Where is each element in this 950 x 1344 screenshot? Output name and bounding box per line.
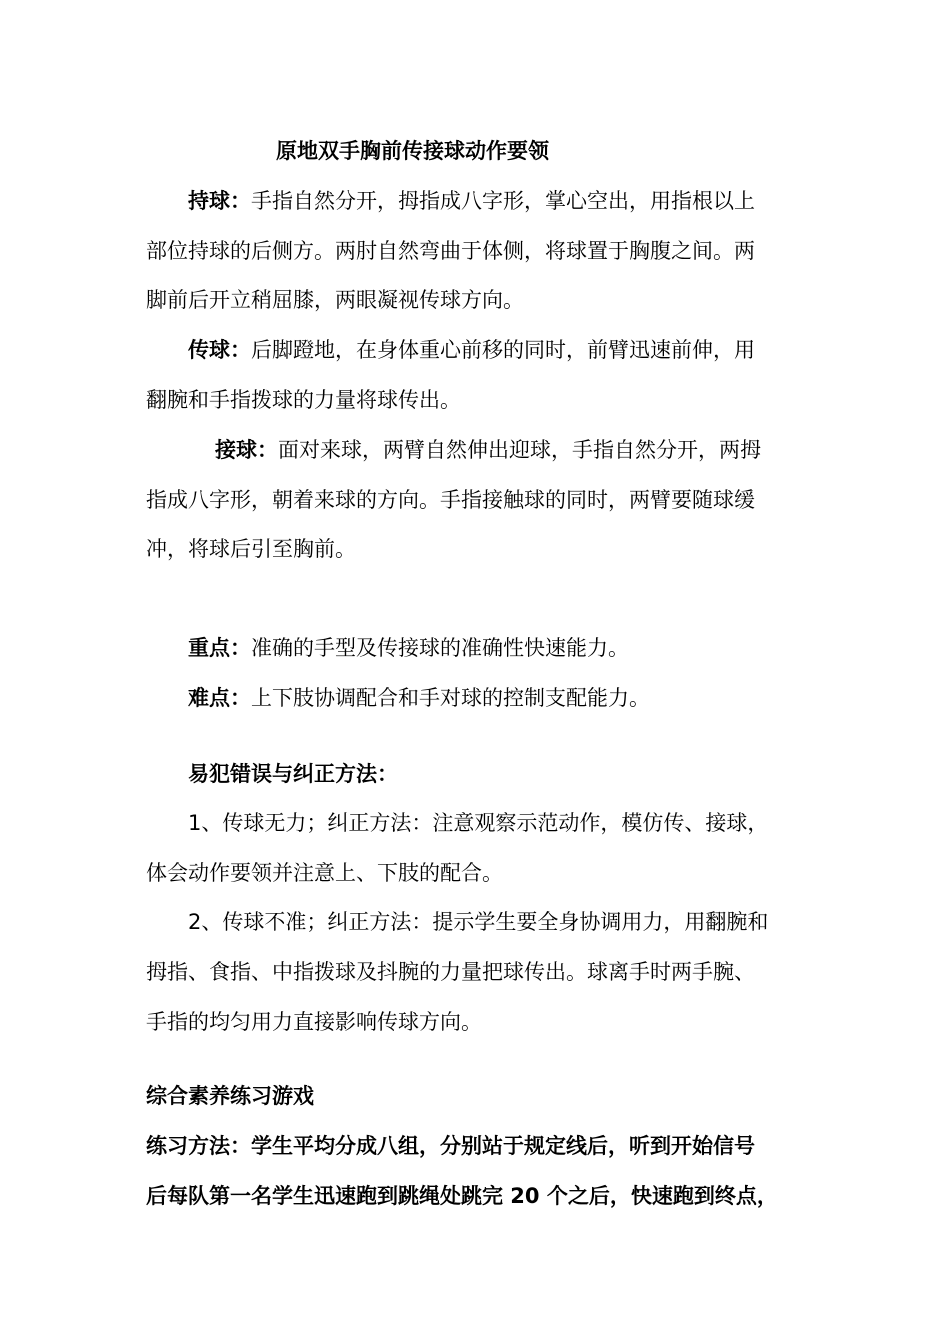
hold-label: 持球： bbox=[188, 189, 251, 213]
pass-paragraph-line-1 bbox=[188, 335, 755, 365]
hold-paragraph-line-1 bbox=[188, 186, 755, 216]
error-2-line-1: 2、传球不准；纠正方法：提示学生要全身协调用力，用翻腕和 bbox=[188, 910, 769, 934]
difficulty-line bbox=[188, 683, 650, 713]
key-point-line bbox=[188, 633, 629, 663]
catch-label: 接球： bbox=[215, 438, 278, 462]
difficulty-label: 难点： bbox=[188, 686, 251, 710]
pass-label: 传球： bbox=[188, 338, 251, 362]
error-2-line-2: 拇指、食指、中指拨球及抖腕的力量把球传出。球离手时两手腕、 bbox=[146, 960, 755, 984]
catch-paragraph-line-3: 冲，将球后引至胸前。 bbox=[146, 537, 356, 561]
key-point-text: 准确的手型及传接球的准确性快速能力。 bbox=[251, 636, 629, 660]
hold-paragraph-line-2: 部位持球的后侧方。两肘自然弯曲于体侧，将球置于胸腹之间。两 bbox=[146, 239, 755, 263]
pass-paragraph-line-2: 翻腕和手指拨球的力量将球传出。 bbox=[146, 388, 461, 412]
game-heading: 综合素养练习游戏 bbox=[146, 1084, 314, 1108]
catch-paragraph-line-2: 指成八字形，朝着来球的方向。手指接触球的同时，两臂要随球缓 bbox=[146, 488, 755, 512]
error-1-line-2: 体会动作要领并注意上、下肢的配合。 bbox=[146, 861, 503, 885]
hold-paragraph-line-3: 脚前后开立稍屈膝，两眼凝视传球方向。 bbox=[146, 288, 524, 312]
page-title: 原地双手胸前传接球动作要领 bbox=[276, 139, 549, 163]
errors-heading: 易犯错误与纠正方法： bbox=[188, 762, 398, 786]
game-method-line-1: 练习方法：学生平均分成八组，分别站于规定线后，听到开始信号 bbox=[146, 1134, 755, 1158]
catch-text-1: 面对来球，两臂自然伸出迎球，手指自然分开，两拇 bbox=[278, 438, 761, 462]
key-point-label: 重点： bbox=[188, 636, 251, 660]
hold-text-1: 手指自然分开，拇指成八字形，掌心空出，用指根以上 bbox=[251, 189, 755, 213]
error-1-line-1: 1、传球无力；纠正方法：注意观察示范动作，模仿传、接球， bbox=[188, 811, 769, 835]
difficulty-text: 上下肢协调配合和手对球的控制支配能力。 bbox=[251, 686, 650, 710]
game-method-line-2: 后每队第一名学生迅速跑到跳绳处跳完 20 个之后，快速跑到终点， bbox=[146, 1184, 778, 1208]
error-2-line-3: 手指的均匀用力直接影响传球方向。 bbox=[146, 1010, 482, 1034]
pass-text-1: 后脚蹬地，在身体重心前移的同时，前臂迅速前伸，用 bbox=[251, 338, 755, 362]
catch-paragraph-line-1 bbox=[215, 435, 761, 465]
